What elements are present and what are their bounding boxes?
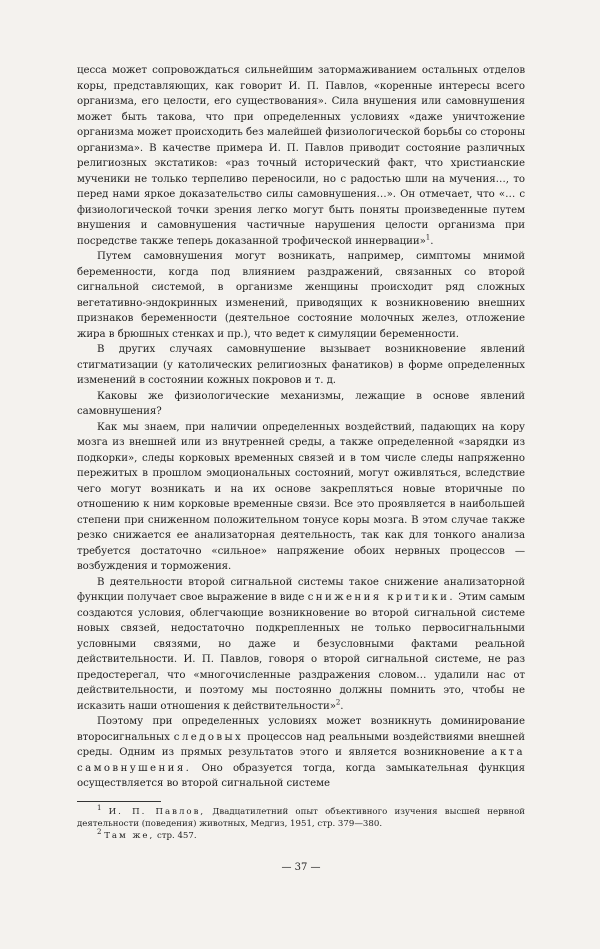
footnote-2: $^2$ Там же, стр. 457. — [97, 827, 197, 841]
footnotes — [77, 803, 526, 842]
footnote-1: $^1$ И. П. Павлов, Двадцатилетний опыт объективного изучения высшей нервной деятельности (поведения) животных, Медгиз, 1951, стр. 379—380. — [77, 803, 526, 829]
paragraph-4: Каковы же физиологические механизмы, лежащие в основе явлений самовнушения? — [77, 390, 525, 417]
paragraph-3: В других случаях самовнушение вызывает возникновение явлений стигматизации (у католических религиозных фанатиков) в форме определенных изменений в состоянии кожных покровов и т. д. — [77, 344, 525, 386]
footnote-divider — [77, 801, 161, 802]
page-number: — 37 — — [281, 861, 321, 873]
footnote-ref-1: 1 — [425, 233, 431, 242]
paragraph-2: Путем самовнушения могут возникать, например, симптомы мнимой беременности, когда под влиянием раздражений, связанных со второй сигнальной системой, в организме женщины происходит ряд сложных вегетативно-эндокринных изменений, приводящих к возникновению внешних признаков беременности (деятельное состояние молочных желез, отложение жира в брюшных стенках и пр.), что ведет к симуляции беременности. — [77, 251, 525, 340]
paragraph-1: цесса может сопровождаться сильнейшим затормаживанием остальных отделов коры, представляющих, как говорит И. П. Павлов, «коренные интересы всего организма, его целости, его существования». Сила внушения или самовнушения может быть такова, что при определенных условиях «даже уничтожение организма может происходить без малейшей физиологической борьбы со стороны организма». В качестве примера И. П. Павлов приводит состояние различных религиозных экстатиков: «раз точный исторический факт, что христианские мученики не только терпеливо переносили, но с радостью шли на мучения…, то перед нами яркое доказательство силы самовнушения…». Он отмечает, что «… с физиологической точки зрения легко могут быть поняты произведенные путем внушения и самовнушения частичные нарушения целости организма при посредстве также теперь доказанной трофической иннервации»$^1$. — [77, 65, 525, 247]
emphasis-spaced: снижения критики. — [307, 592, 456, 603]
emphasis-spaced: акта самовнушения. — [77, 747, 525, 774]
paragraph-5: Как мы знаем, при наличии определенных воздействий, падающих на кору мозга из внешней или из внутренней среды, а также определенной «зарядки из подкорки», следы корковых временных связей и в том числе следы напряженно пережитых в прошлом эмоциональных состояний, могут оживляться, вследствие чего могут возникать и на их основе закрепляться новые вторичные по отношению к ним корковые временные связи. Все это проявляется в наибольшей степени при сниженном положительном тонусе коры мозга. В этом случае также резко снижается ее анализаторная деятельность, так как для тонкого анализа требуется достаточно «сильное» напряжение обоих нервных процессов — возбуждения и торможения. — [77, 421, 525, 572]
emphasis-spaced: следовых — [173, 731, 244, 743]
main-text — [77, 63, 525, 792]
paragraph-7: Поэтому при определенных условиях может возникнуть доминирование второсигнальных следовых процессов над реальными воздействиями внешней среды. Одним из прямых результатов этого и является возникновение акта самовнушения. Оно образуется тогда, когда замыкательная функция осуществляется во второй сигнальной системе — [77, 716, 525, 789]
paragraph-6: В деятельности второй сигнальной системы такое снижение анализаторной функции получает свое выражение в виде снижения критики. Этим самым создаются условия, облегчающие возникновение во второй сигнальной системе новых связей, недостаточно подкрепленных не только первосигнальными условными связями, но даже и безусловными фактами реальной действительности. И. П. Павлов, говоря о второй сигнальной системе, не раз предостерегал, что «многочисленные раздражения словом… удалили нас от действительности, и поэтому мы постоянно должны помнить это, чтобы не исказить наши отношения к действительности»$^2$. — [77, 576, 525, 712]
footnote-author: И. П. Павлов, — [108, 806, 206, 817]
footnote-author: Там же, — [104, 830, 155, 841]
footnote-ref-2: 2 — [335, 698, 341, 707]
